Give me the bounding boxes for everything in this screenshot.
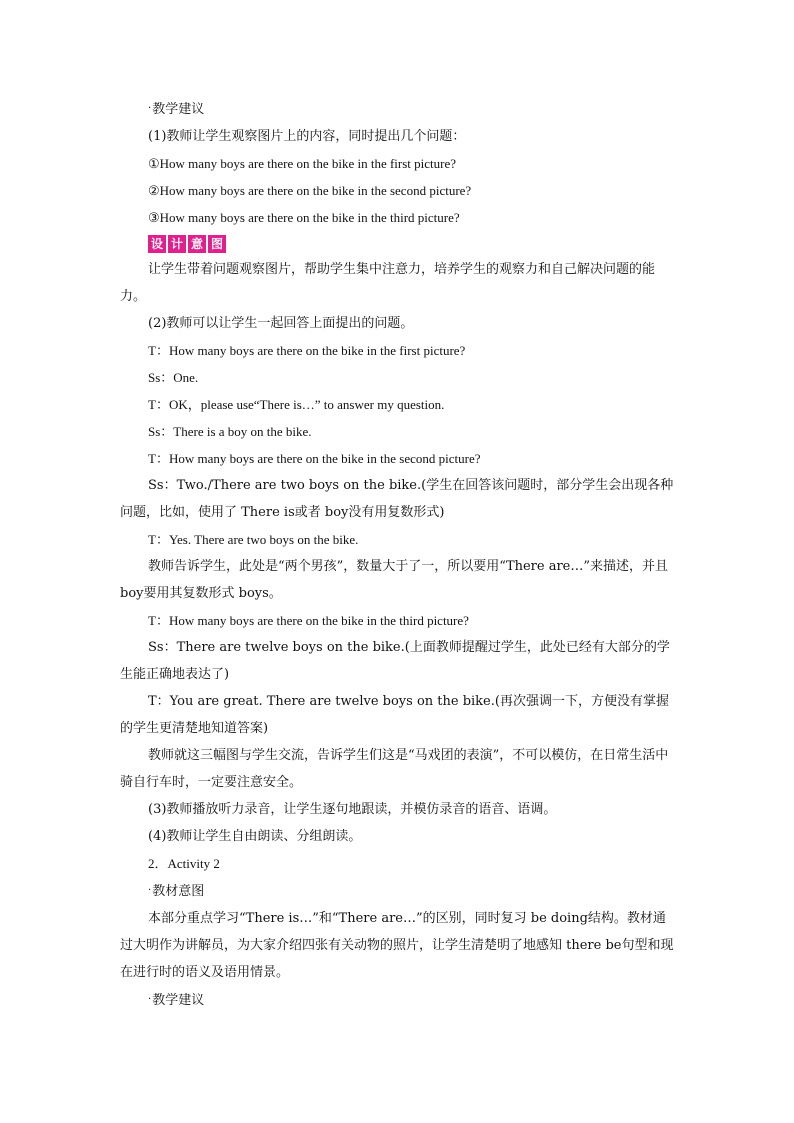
dialogue-line: Ss：There is a boy on the bike.: [148, 424, 312, 439]
badge-char: 计: [168, 235, 186, 253]
section-heading: ·教学建议: [148, 993, 205, 1008]
section-heading: ·教学建议: [148, 102, 205, 117]
activity-heading: 2．Activity 2: [148, 856, 220, 871]
paragraph: 教师告诉学生，此处是“两个男孩”，数量大于了一，所以要用“There are…”来描述，并且 boy要用其复数形式 boys。: [120, 559, 669, 601]
dialogue-line: T：Yes. There are two boys on the bike.: [148, 532, 359, 547]
dialogue-line: T：How many boys are there on the bike in the first picture?: [148, 343, 466, 358]
dialogue-line: Ss：Two./There are two boys on the bike.(学生在回答该问题时，部分学生会出现各种问题，比如，使用了 There is或者 boy没有用复数形式): [120, 478, 674, 520]
badge-char: 图: [208, 235, 226, 253]
paragraph: (3)教师播放听力录音，让学生逐句地跟读，并模仿录音的语音、语调。: [148, 802, 557, 817]
question-item: ②How many boys are there on the bike in the second picture?: [148, 183, 472, 198]
bullet-dot: ·: [148, 103, 152, 114]
dialogue-line: T：You are great. There are twelve boys on the bike.(再次强调一下，方便没有掌握的学生更清楚地知道答案): [120, 694, 669, 736]
paragraph: 教师就这三幅图与学生交流，告诉学生们这是“马戏团的表演”，不可以模仿，在日常生活中骑自行车时，一定要注意安全。: [120, 748, 669, 790]
bullet-dot: ·: [148, 885, 152, 896]
design-intent-badge: [120, 231, 676, 256]
dialogue-line: T：How many boys are there on the bike in the second picture?: [148, 451, 481, 466]
question-item: ①How many boys are there on the bike in the first picture?: [148, 156, 457, 171]
dialogue-line: T：How many boys are there on the bike in the third picture?: [148, 613, 469, 628]
paragraph: (4)教师让学生自由朗读、分组朗读。: [148, 829, 362, 844]
question-item: ③How many boys are there on the bike in the third picture?: [148, 210, 460, 225]
badge-char: 设: [148, 235, 166, 253]
paragraph: (1)教师让学生观察图片上的内容，同时提出几个问题：: [148, 129, 466, 144]
dialogue-line: Ss：There are twelve boys on the bike.(上面教师提醒过学生，此处已经有大部分的学生能正确地表达了): [120, 640, 670, 682]
paragraph: 让学生带着问题观察图片，帮助学生集中注意力，培养学生的观察力和自己解决问题的能力。: [120, 262, 656, 304]
dialogue-line: T：OK，please use“There is…” to answer my question.: [148, 397, 445, 412]
dialogue-line: Ss：One.: [148, 370, 199, 385]
bullet-dot: ·: [148, 994, 152, 1005]
badge-char: 意: [188, 235, 206, 253]
paragraph: (2)教师可以让学生一起回答上面提出的问题。: [148, 316, 414, 331]
section-heading: ·教材意图: [148, 884, 205, 899]
paragraph: 本部分重点学习“There is…”和“There are…”的区别，同时复习 be doing结构。教材通过大明作为讲解员，为大家介绍四张有关动物的照片，让学生清楚明了地感知 there be句型和现在进行时的语义及语用情景。: [120, 911, 674, 980]
document-body: [120, 95, 676, 1014]
